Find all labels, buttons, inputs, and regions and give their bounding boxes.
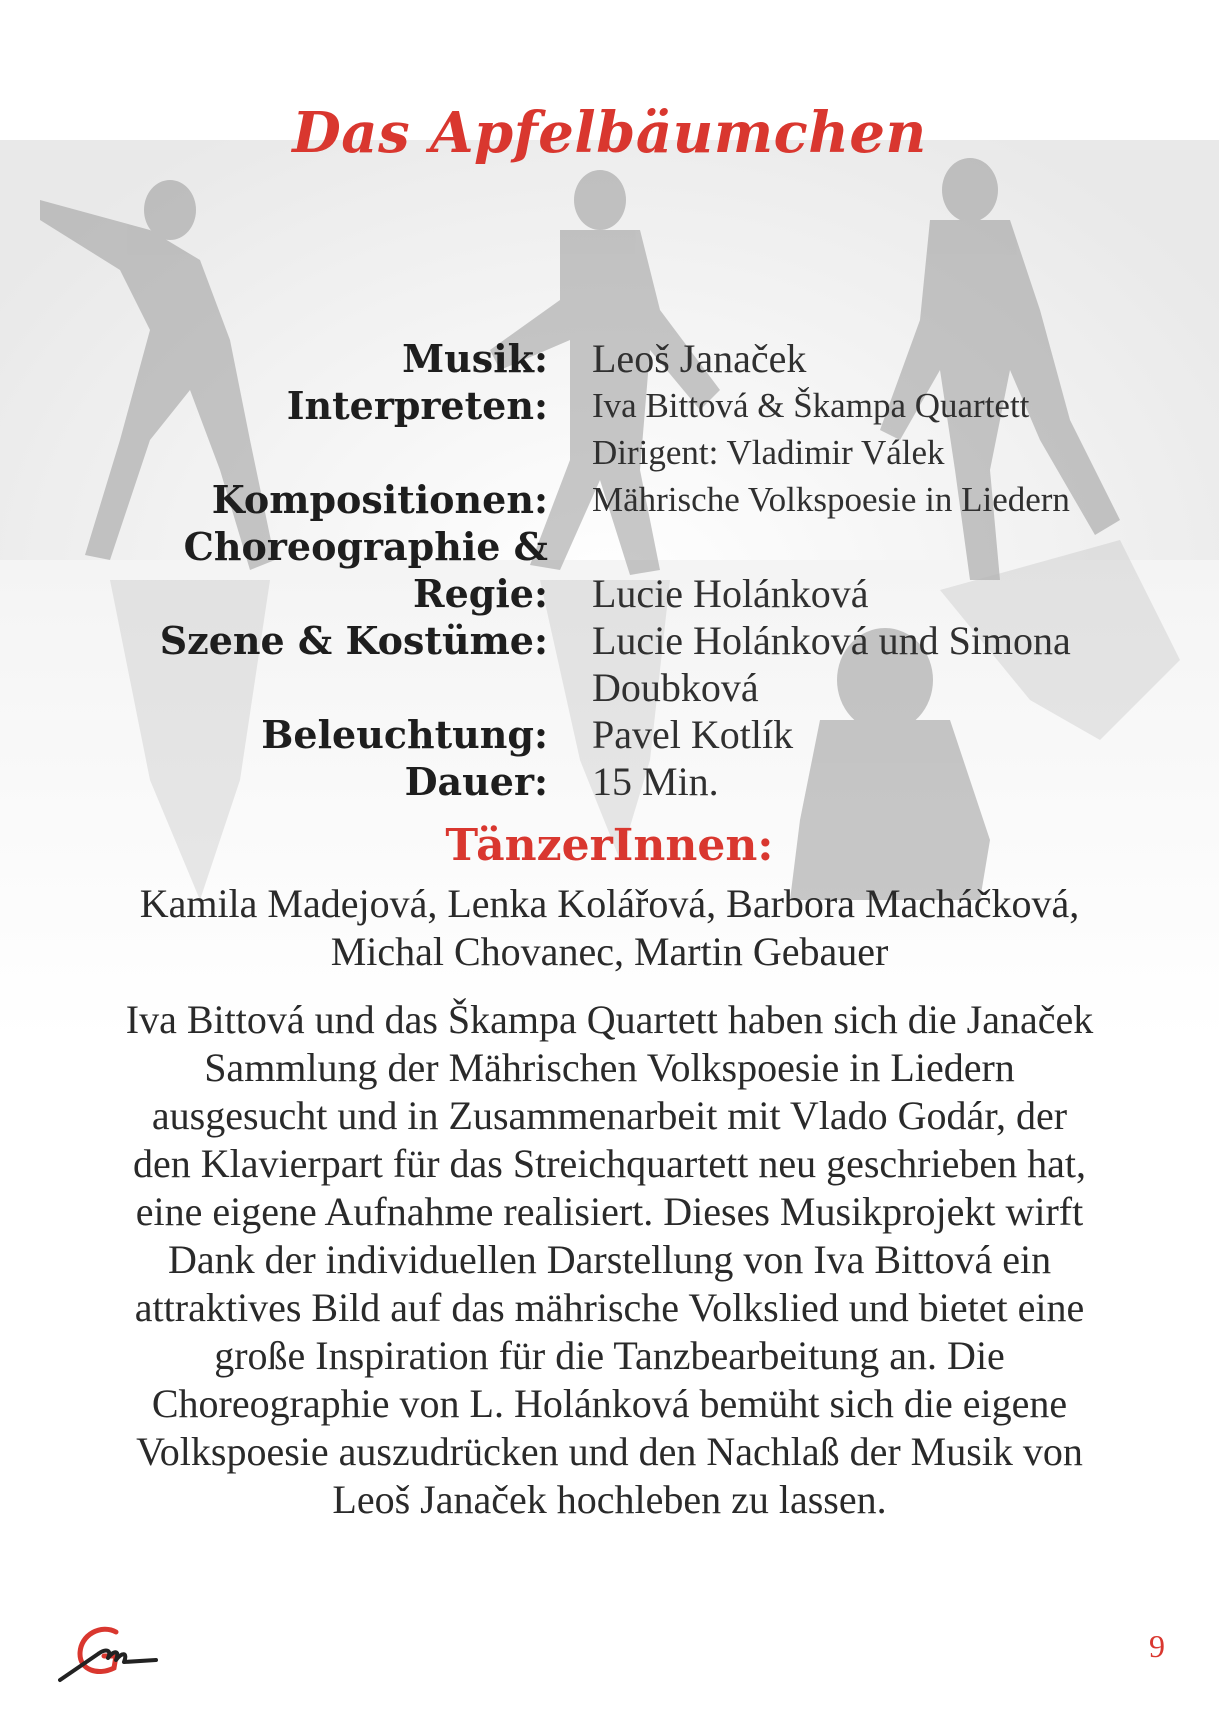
credit-value: Leoš Janaček [592, 336, 807, 381]
credit-row-performers [0, 382, 1219, 429]
credit-label: Beleuchtung: [261, 712, 548, 757]
credit-row-duration [0, 758, 1219, 805]
description-line: Choreographie von L. Holánková bemüht sich die eigene [151, 1381, 1068, 1426]
credit-label: Dauer: [404, 759, 548, 804]
dancers-line: Kamila Madejová, Lenka Kolářová, Barbora Macháčková, [139, 881, 1080, 926]
credit-row-lighting [0, 711, 1219, 758]
dancers-heading: TänzerInnen: [445, 820, 774, 871]
dancers-list [0, 880, 1219, 976]
credit-row-compositions [0, 476, 1219, 523]
description-line: ausgesucht und in Zusammenarbeit mit Vlado Godár, der [151, 1093, 1068, 1138]
description-line: den Klavierpart für das Streichquartett neu geschrieben hat, [133, 1141, 1086, 1186]
credit-value [548, 523, 1212, 570]
credit-label [0, 429, 548, 476]
credit-value: Mährische Volkspoesie in Liedern [592, 480, 1070, 519]
credit-label [0, 664, 548, 711]
credit-value: Lucie Holánková und Simona [592, 618, 1071, 663]
description-line: Sammlung der Mährischen Volkspoesie in Liedern [204, 1045, 1015, 1090]
credit-value: Dirigent: Vladimir Válek [592, 433, 945, 472]
credit-value: Iva Bittová & Škampa Quartett [592, 386, 1030, 425]
credit-label: Kompositionen: [211, 477, 548, 522]
credit-label: Choreographie & [183, 524, 548, 569]
credit-row-set-costumes [0, 617, 1219, 664]
credit-label: Interpreten: [286, 383, 548, 428]
description-line: eine eigene Aufnahme realisiert. Dieses Musikprojekt wirft [135, 1189, 1084, 1234]
credit-value: 15 Min. [592, 759, 719, 804]
description-line: Leoš Janaček hochleben zu lassen. [332, 1477, 887, 1522]
credit-row-set-costumes-cont [0, 664, 1219, 711]
description-line: Volkspoesie auszudrücken und den Nachlaß der Musik von [136, 1429, 1083, 1474]
credit-value: Pavel Kotlík [592, 712, 794, 757]
dancers-line: Michal Chovanec, Martin Gebauer [330, 929, 889, 974]
description-line: große Inspiration für die Tanzbearbeitung an. Die [214, 1333, 1005, 1378]
credit-value: Doubková [592, 665, 759, 710]
g-signature-logo-icon [58, 1620, 158, 1684]
credit-row-conductor [0, 429, 1219, 476]
description-line: Iva Bittová und das Škampa Quartett haben sich die Janaček [125, 997, 1094, 1042]
page-number: 9 [1149, 1628, 1165, 1664]
credit-label: Szene & Kostüme: [159, 618, 548, 663]
credit-row-choreography [0, 523, 1219, 570]
description-paragraph [48, 996, 1171, 1524]
credit-label: Musik: [402, 336, 548, 381]
credit-row-direction [0, 570, 1219, 617]
credits-list [0, 335, 1219, 805]
page-title: Das Apfelbäumchen [292, 100, 927, 166]
credit-row-music [0, 335, 1219, 382]
description-line: attraktives Bild auf das mährische Volkslied und bietet eine [134, 1285, 1085, 1330]
credit-label: Regie: [413, 571, 548, 616]
credit-value: Lucie Holánková [592, 571, 869, 616]
description-line: Dank der individuellen Darstellung von Iva Bittová ein [167, 1237, 1052, 1282]
